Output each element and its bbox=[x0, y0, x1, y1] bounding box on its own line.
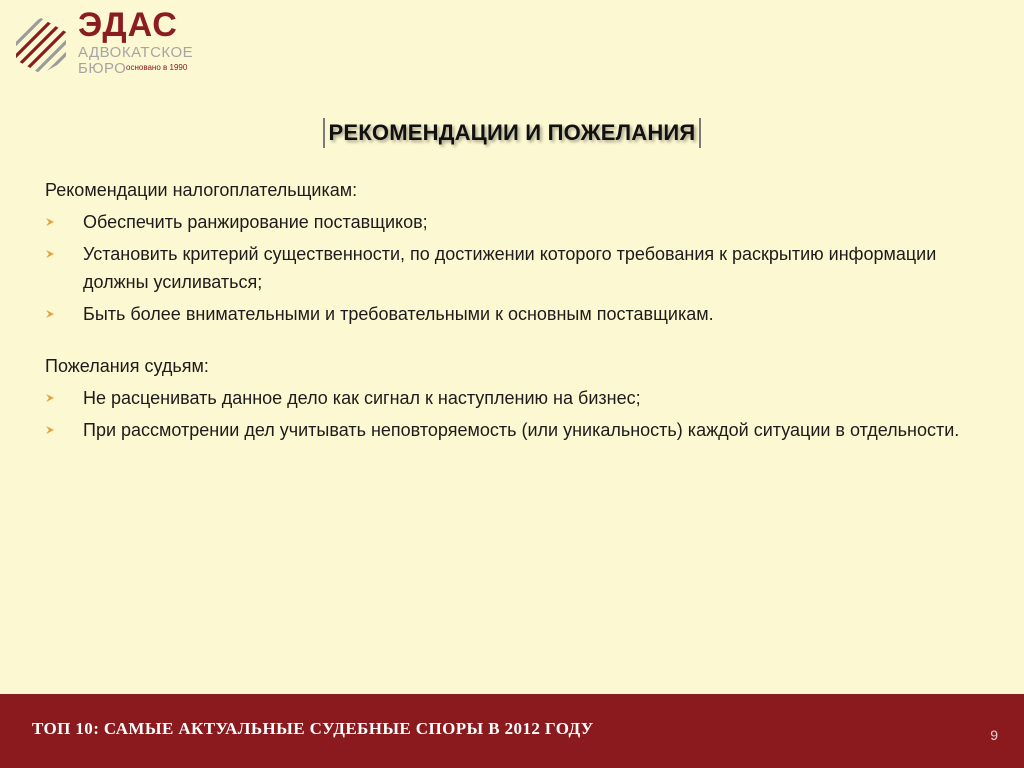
bullet-item bbox=[45, 416, 985, 444]
slide-title: РЕКОМЕНДАЦИИ И ПОЖЕЛАНИЯ bbox=[323, 118, 702, 148]
bullet-item bbox=[45, 300, 985, 328]
logo-founded-text: основано в 1990 bbox=[126, 63, 188, 72]
bullet-item bbox=[45, 240, 985, 296]
section-heading: Рекомендации налогоплательщикам: bbox=[45, 180, 358, 200]
company-logo bbox=[14, 6, 214, 78]
footer-bar bbox=[0, 694, 1024, 768]
logo-title: ЭДАС bbox=[78, 6, 178, 44]
arrow-bullet-icon bbox=[45, 425, 55, 435]
slide-content bbox=[45, 176, 985, 448]
arrow-bullet-icon bbox=[45, 217, 55, 227]
bullet-text: Установить критерий существенности, по достижении которого требования к раскрытию информации должны усиливаться; bbox=[83, 244, 937, 292]
edas-stripes-logo-icon bbox=[14, 16, 68, 74]
arrow-bullet-icon bbox=[45, 249, 55, 259]
bullet-list bbox=[45, 208, 985, 328]
bullet-item bbox=[45, 208, 985, 236]
bullet-text: Быть более внимательными и требовательными к основным поставщикам. bbox=[83, 304, 714, 324]
footer-title: ТОП 10: САМЫЕ АКТУАЛЬНЫЕ СУДЕБНЫЕ СПОРЫ В 2012 ГОДУ bbox=[32, 719, 594, 738]
bullet-text: Не расценивать данное дело как сигнал к наступлению на бизнес; bbox=[83, 388, 641, 408]
arrow-bullet-icon bbox=[45, 393, 55, 403]
logo-subtitle-line2: БЮРО bbox=[78, 60, 127, 77]
bullet-text: При рассмотрении дел учитывать неповторяемость (или уникальность) каждой ситуации в отдельности. bbox=[83, 420, 960, 440]
section-judges-wishes bbox=[45, 352, 985, 444]
section-heading: Пожелания судьям: bbox=[45, 356, 209, 376]
section-taxpayer-recommendations bbox=[45, 176, 985, 328]
page-number: 9 bbox=[990, 727, 998, 743]
bullet-item bbox=[45, 384, 985, 412]
bullet-list bbox=[45, 384, 985, 444]
title-area bbox=[0, 118, 1024, 148]
arrow-bullet-icon bbox=[45, 309, 55, 319]
bullet-text: Обеспечить ранжирование поставщиков; bbox=[83, 212, 428, 232]
logo-subtitle-line1: АДВОКАТСКОЕ bbox=[78, 44, 194, 61]
